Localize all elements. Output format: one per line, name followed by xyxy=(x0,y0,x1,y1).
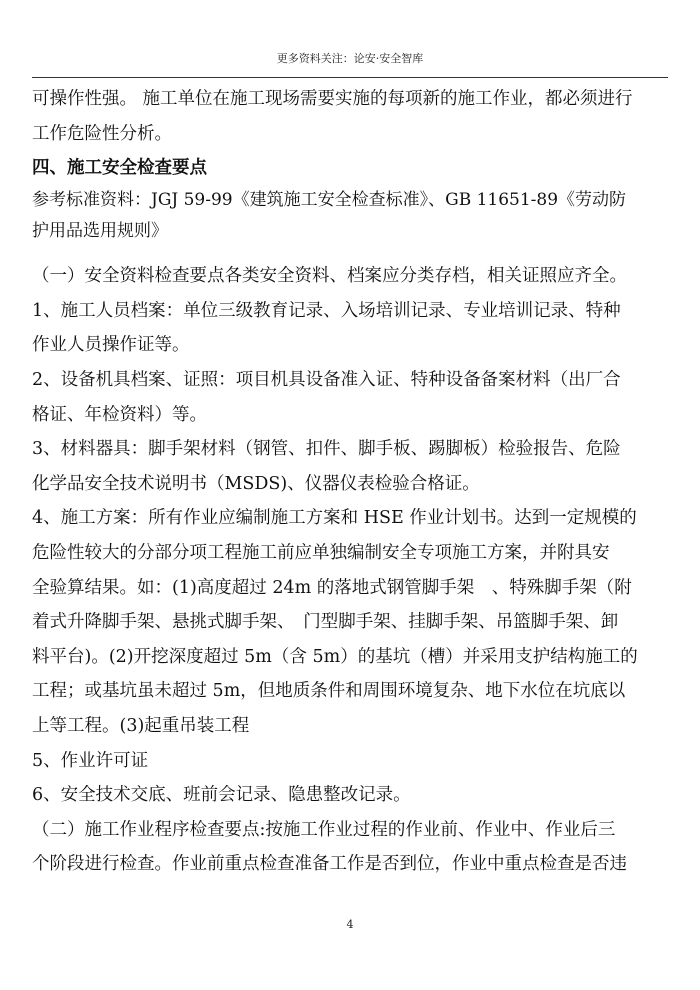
text-line: 化学品安全技术说明书（MSDS)、仪器仪表检验合格证。 xyxy=(32,473,480,494)
section-2 xyxy=(32,813,672,882)
text-line: 危险性较大的分部分项工程施工前应单独编制安全专项施工方案，并附具安 xyxy=(32,542,610,563)
paragraph-intro xyxy=(32,82,672,151)
list-item-1: 1、施工人员档案：单位三级教育记录、入场培训记录、专业培训记录、特种 xyxy=(32,300,621,321)
list-item-2: 2、设备机具档案、证照：项目机具设备准入证、特种设备备案材料（出厂合 xyxy=(32,369,621,390)
header-note: 更多资料关注：论安·安全智库 xyxy=(276,52,424,65)
header-rule xyxy=(32,77,668,78)
page-number: 4 xyxy=(346,918,354,931)
text-line: 工程；或基坑虽未超过 5m，但地质条件和周围环境复杂、地下水位在坑底以 xyxy=(32,681,626,702)
subsection-title: （一）安全资料检查要点各类安全资料、档案应分类存档，相关证照应齐全。 xyxy=(32,266,627,287)
text-line: 全验算结果。如：(1)高度超过 24m 的落地式钢管脚手架 、特殊脚手架（附 xyxy=(32,577,632,598)
text-line: 料平台)。(2)开挖深度超过 5m（含 5m）的基坑（槽）并采用支护结构施工的 xyxy=(32,646,638,667)
reference-standards xyxy=(32,185,672,247)
text-line: 着式升降脚手架、悬挑式脚手架、 门型脚手架、挂脚手架、吊篮脚手架、卸 xyxy=(32,612,619,633)
section-1 xyxy=(32,259,672,813)
text-line: 个阶段进行检查。作业前重点检查准备工作是否到位，作业中重点检查是否违 xyxy=(32,854,627,875)
text-line: 可操作性强。 施工单位在施工现场需要实施的每项新的施工作业，都必须进行 xyxy=(32,89,633,109)
list-item-5: 5、作业许可证 xyxy=(32,750,149,771)
text-line: 格证、年检资料）等。 xyxy=(32,404,207,425)
text-line: 参考标准资料：JGJ 59-99《建筑施工安全检查标准》、GB 11651-89《劳动防 xyxy=(32,190,627,211)
list-item-4: 4、施工方案：所有作业应编制施工方案和 HSE 作业计划书。达到一定规模的 xyxy=(32,508,637,529)
text-line: 护用品选用规则》 xyxy=(32,221,168,242)
text-line: 工作危险性分析。 xyxy=(32,123,172,144)
list-item-6: 6、安全技术交底、班前会记录、隐患整改记录。 xyxy=(32,785,411,806)
text-line: 作业人员操作证等。 xyxy=(32,335,190,356)
section-heading: 四、施工安全检查要点 xyxy=(32,158,207,179)
document-body xyxy=(32,82,672,882)
list-item-3: 3、材料器具：脚手架材料（钢管、扣件、脚手板、踢脚板）检验报告、危险 xyxy=(32,439,621,460)
subsection-title: （二）施工作业程序检查要点:按施工作业过程的作业前、作业中、作业后三 xyxy=(32,819,616,840)
text-line: 上等工程。(3)起重吊装工程 xyxy=(32,715,250,736)
